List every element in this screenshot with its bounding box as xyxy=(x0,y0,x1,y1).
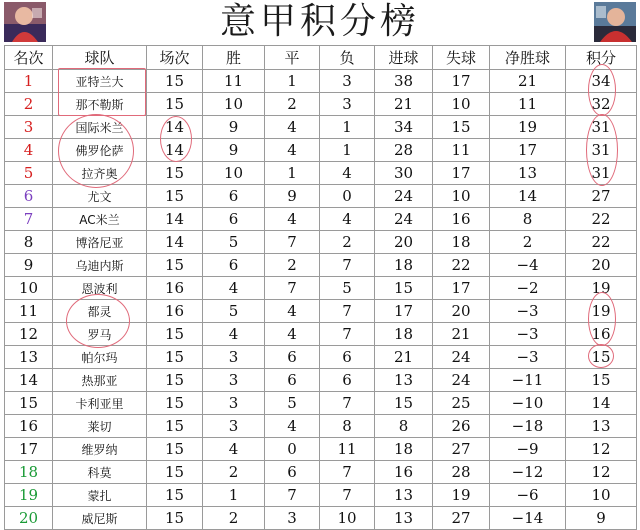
cell-ga: 25 xyxy=(433,392,490,415)
cell-ga: 24 xyxy=(433,369,490,392)
cell-gd: −9 xyxy=(490,438,566,461)
cell-team: 尤文 xyxy=(53,185,147,208)
cell-drawn: 7 xyxy=(265,484,320,507)
cell-team: 那不勒斯 xyxy=(53,93,147,116)
cell-gf: 30 xyxy=(375,162,433,185)
cell-gd: 17 xyxy=(490,139,566,162)
cell-played: 14 xyxy=(147,116,203,139)
cell-ga: 10 xyxy=(433,185,490,208)
cell-pts: 12 xyxy=(566,461,637,484)
cell-played: 15 xyxy=(147,93,203,116)
cell-rank: 2 xyxy=(5,93,53,116)
cell-pts: 31 xyxy=(566,116,637,139)
cell-gf: 13 xyxy=(375,484,433,507)
cell-played: 16 xyxy=(147,300,203,323)
cell-drawn: 5 xyxy=(265,392,320,415)
cell-ga: 17 xyxy=(433,162,490,185)
table-row xyxy=(5,116,637,139)
cell-rank: 8 xyxy=(5,231,53,254)
cell-won: 9 xyxy=(203,116,265,139)
cell-played: 14 xyxy=(147,208,203,231)
cell-played: 15 xyxy=(147,461,203,484)
cell-team: 威尼斯 xyxy=(53,507,147,530)
cell-won: 9 xyxy=(203,139,265,162)
header-played: 场次 xyxy=(147,46,203,70)
cell-rank: 20 xyxy=(5,507,53,530)
cell-rank: 4 xyxy=(5,139,53,162)
table-row xyxy=(5,277,637,300)
standings-table xyxy=(4,45,637,530)
cell-team: AC米兰 xyxy=(53,208,147,231)
cell-lost: 4 xyxy=(320,162,375,185)
cell-played: 14 xyxy=(147,231,203,254)
cell-played: 15 xyxy=(147,254,203,277)
cell-drawn: 7 xyxy=(265,231,320,254)
cell-gd: −3 xyxy=(490,323,566,346)
cell-pts: 13 xyxy=(566,415,637,438)
cell-team: 热那亚 xyxy=(53,369,147,392)
cell-played: 15 xyxy=(147,162,203,185)
cell-gf: 18 xyxy=(375,254,433,277)
cell-drawn: 4 xyxy=(265,116,320,139)
cell-ga: 17 xyxy=(433,70,490,93)
cell-rank: 5 xyxy=(5,162,53,185)
cell-won: 4 xyxy=(203,438,265,461)
cell-pts: 14 xyxy=(566,392,637,415)
table-row xyxy=(5,461,637,484)
cell-lost: 10 xyxy=(320,507,375,530)
table-row xyxy=(5,162,637,185)
cell-lost: 11 xyxy=(320,438,375,461)
cell-team: 帕尔玛 xyxy=(53,346,147,369)
cell-lost: 7 xyxy=(320,392,375,415)
header-points: 积分 xyxy=(566,46,637,70)
cell-team: 科莫 xyxy=(53,461,147,484)
cell-team: 恩波利 xyxy=(53,277,147,300)
cell-drawn: 7 xyxy=(265,277,320,300)
cell-lost: 8 xyxy=(320,415,375,438)
cell-pts: 20 xyxy=(566,254,637,277)
header-lost: 负 xyxy=(320,46,375,70)
cell-ga: 19 xyxy=(433,484,490,507)
table-row xyxy=(5,484,637,507)
cell-played: 15 xyxy=(147,415,203,438)
table-row xyxy=(5,208,637,231)
cell-gd: −3 xyxy=(490,346,566,369)
cell-gf: 20 xyxy=(375,231,433,254)
cell-pts: 22 xyxy=(566,231,637,254)
cell-gf: 24 xyxy=(375,185,433,208)
cell-lost: 7 xyxy=(320,254,375,277)
cell-gf: 18 xyxy=(375,438,433,461)
cell-ga: 27 xyxy=(433,438,490,461)
cell-won: 5 xyxy=(203,231,265,254)
cell-played: 15 xyxy=(147,484,203,507)
cell-won: 4 xyxy=(203,277,265,300)
cell-gd: −3 xyxy=(490,300,566,323)
cell-gf: 8 xyxy=(375,415,433,438)
cell-rank: 10 xyxy=(5,277,53,300)
cell-team: 佛罗伦萨 xyxy=(53,139,147,162)
cell-ga: 28 xyxy=(433,461,490,484)
cell-lost: 7 xyxy=(320,323,375,346)
header-team: 球队 xyxy=(53,46,147,70)
table-row xyxy=(5,139,637,162)
player-photo-left xyxy=(4,2,46,42)
cell-rank: 18 xyxy=(5,461,53,484)
cell-gd: −11 xyxy=(490,369,566,392)
cell-lost: 6 xyxy=(320,369,375,392)
cell-lost: 5 xyxy=(320,277,375,300)
cell-ga: 20 xyxy=(433,300,490,323)
cell-drawn: 2 xyxy=(265,93,320,116)
header-won: 胜 xyxy=(203,46,265,70)
cell-ga: 21 xyxy=(433,323,490,346)
table-row xyxy=(5,507,637,530)
cell-rank: 7 xyxy=(5,208,53,231)
cell-played: 15 xyxy=(147,323,203,346)
cell-rank: 3 xyxy=(5,116,53,139)
cell-gd: 14 xyxy=(490,185,566,208)
cell-gf: 28 xyxy=(375,139,433,162)
cell-won: 5 xyxy=(203,300,265,323)
cell-lost: 3 xyxy=(320,93,375,116)
cell-lost: 6 xyxy=(320,346,375,369)
cell-won: 10 xyxy=(203,93,265,116)
cell-ga: 24 xyxy=(433,346,490,369)
cell-rank: 1 xyxy=(5,70,53,93)
header-goal-difference: 净胜球 xyxy=(490,46,566,70)
table-row xyxy=(5,392,637,415)
cell-gd: −6 xyxy=(490,484,566,507)
cell-ga: 11 xyxy=(433,139,490,162)
cell-drawn: 1 xyxy=(265,162,320,185)
cell-gd: −12 xyxy=(490,461,566,484)
cell-gd: −14 xyxy=(490,507,566,530)
cell-won: 6 xyxy=(203,254,265,277)
cell-won: 2 xyxy=(203,507,265,530)
cell-won: 11 xyxy=(203,70,265,93)
cell-team: 博洛尼亚 xyxy=(53,231,147,254)
cell-won: 3 xyxy=(203,346,265,369)
cell-gd: −4 xyxy=(490,254,566,277)
cell-played: 15 xyxy=(147,392,203,415)
cell-pts: 34 xyxy=(566,70,637,93)
cell-lost: 0 xyxy=(320,185,375,208)
cell-ga: 26 xyxy=(433,415,490,438)
table-row xyxy=(5,300,637,323)
table-row xyxy=(5,369,637,392)
cell-team: 维罗纳 xyxy=(53,438,147,461)
header-rank: 名次 xyxy=(5,46,53,70)
header-drawn: 平 xyxy=(265,46,320,70)
cell-gf: 17 xyxy=(375,300,433,323)
cell-gd: −18 xyxy=(490,415,566,438)
cell-won: 6 xyxy=(203,185,265,208)
cell-ga: 18 xyxy=(433,231,490,254)
cell-won: 2 xyxy=(203,461,265,484)
cell-ga: 22 xyxy=(433,254,490,277)
cell-rank: 6 xyxy=(5,185,53,208)
cell-gf: 15 xyxy=(375,277,433,300)
cell-gd: 11 xyxy=(490,93,566,116)
cell-pts: 9 xyxy=(566,507,637,530)
cell-gf: 21 xyxy=(375,93,433,116)
cell-gd: 19 xyxy=(490,116,566,139)
cell-pts: 27 xyxy=(566,185,637,208)
cell-pts: 19 xyxy=(566,277,637,300)
cell-pts: 12 xyxy=(566,438,637,461)
cell-gf: 34 xyxy=(375,116,433,139)
cell-gf: 13 xyxy=(375,507,433,530)
cell-played: 15 xyxy=(147,438,203,461)
cell-played: 15 xyxy=(147,346,203,369)
player-photo-right xyxy=(594,2,636,42)
cell-gf: 24 xyxy=(375,208,433,231)
table-row xyxy=(5,231,637,254)
cell-gf: 18 xyxy=(375,323,433,346)
cell-drawn: 2 xyxy=(265,254,320,277)
cell-drawn: 4 xyxy=(265,300,320,323)
cell-won: 6 xyxy=(203,208,265,231)
table-row xyxy=(5,438,637,461)
cell-gf: 15 xyxy=(375,392,433,415)
cell-played: 15 xyxy=(147,70,203,93)
table-body xyxy=(5,70,637,530)
cell-pts: 31 xyxy=(566,139,637,162)
table-header-row xyxy=(5,46,637,70)
cell-rank: 12 xyxy=(5,323,53,346)
cell-rank: 19 xyxy=(5,484,53,507)
table-row xyxy=(5,254,637,277)
table-row xyxy=(5,415,637,438)
cell-rank: 9 xyxy=(5,254,53,277)
cell-team: 拉齐奥 xyxy=(53,162,147,185)
cell-played: 14 xyxy=(147,139,203,162)
cell-gd: −10 xyxy=(490,392,566,415)
cell-pts: 15 xyxy=(566,369,637,392)
table-row xyxy=(5,323,637,346)
table-row xyxy=(5,185,637,208)
cell-drawn: 4 xyxy=(265,139,320,162)
cell-ga: 16 xyxy=(433,208,490,231)
table-row xyxy=(5,346,637,369)
cell-rank: 17 xyxy=(5,438,53,461)
cell-pts: 32 xyxy=(566,93,637,116)
cell-drawn: 3 xyxy=(265,507,320,530)
cell-rank: 13 xyxy=(5,346,53,369)
cell-drawn: 4 xyxy=(265,208,320,231)
cell-gd: 21 xyxy=(490,70,566,93)
cell-ga: 15 xyxy=(433,116,490,139)
cell-won: 4 xyxy=(203,323,265,346)
header-goals-against: 失球 xyxy=(433,46,490,70)
cell-pts: 22 xyxy=(566,208,637,231)
cell-lost: 1 xyxy=(320,139,375,162)
cell-lost: 4 xyxy=(320,208,375,231)
cell-rank: 16 xyxy=(5,415,53,438)
cell-ga: 17 xyxy=(433,277,490,300)
cell-gf: 16 xyxy=(375,461,433,484)
cell-gf: 21 xyxy=(375,346,433,369)
table-row xyxy=(5,70,637,93)
cell-team: 都灵 xyxy=(53,300,147,323)
cell-lost: 7 xyxy=(320,484,375,507)
cell-played: 15 xyxy=(147,369,203,392)
cell-gd: 13 xyxy=(490,162,566,185)
cell-drawn: 6 xyxy=(265,461,320,484)
cell-played: 15 xyxy=(147,185,203,208)
cell-won: 3 xyxy=(203,415,265,438)
cell-gd: 2 xyxy=(490,231,566,254)
cell-team: 莱切 xyxy=(53,415,147,438)
cell-pts: 10 xyxy=(566,484,637,507)
cell-gf: 13 xyxy=(375,369,433,392)
cell-team: 乌迪内斯 xyxy=(53,254,147,277)
cell-rank: 11 xyxy=(5,300,53,323)
cell-lost: 1 xyxy=(320,116,375,139)
table-row xyxy=(5,93,637,116)
cell-team: 亚特兰大 xyxy=(53,70,147,93)
cell-lost: 7 xyxy=(320,300,375,323)
cell-team: 罗马 xyxy=(53,323,147,346)
cell-pts: 15 xyxy=(566,346,637,369)
cell-team: 蒙扎 xyxy=(53,484,147,507)
cell-played: 16 xyxy=(147,277,203,300)
cell-gd: 8 xyxy=(490,208,566,231)
cell-rank: 15 xyxy=(5,392,53,415)
cell-drawn: 4 xyxy=(265,415,320,438)
cell-team: 卡利亚里 xyxy=(53,392,147,415)
cell-pts: 31 xyxy=(566,162,637,185)
cell-team: 国际米兰 xyxy=(53,116,147,139)
header-goals-for: 进球 xyxy=(375,46,433,70)
cell-won: 1 xyxy=(203,484,265,507)
cell-drawn: 9 xyxy=(265,185,320,208)
page-title: 意甲积分榜 xyxy=(219,1,420,42)
cell-lost: 2 xyxy=(320,231,375,254)
cell-pts: 16 xyxy=(566,323,637,346)
cell-drawn: 1 xyxy=(265,70,320,93)
cell-drawn: 6 xyxy=(265,369,320,392)
cell-ga: 10 xyxy=(433,93,490,116)
cell-played: 15 xyxy=(147,507,203,530)
cell-pts: 19 xyxy=(566,300,637,323)
cell-gd: −2 xyxy=(490,277,566,300)
cell-ga: 27 xyxy=(433,507,490,530)
cell-lost: 7 xyxy=(320,461,375,484)
cell-won: 3 xyxy=(203,392,265,415)
cell-drawn: 0 xyxy=(265,438,320,461)
cell-won: 3 xyxy=(203,369,265,392)
cell-drawn: 4 xyxy=(265,323,320,346)
cell-won: 10 xyxy=(203,162,265,185)
cell-gf: 38 xyxy=(375,70,433,93)
cell-lost: 3 xyxy=(320,70,375,93)
cell-rank: 14 xyxy=(5,369,53,392)
cell-drawn: 6 xyxy=(265,346,320,369)
